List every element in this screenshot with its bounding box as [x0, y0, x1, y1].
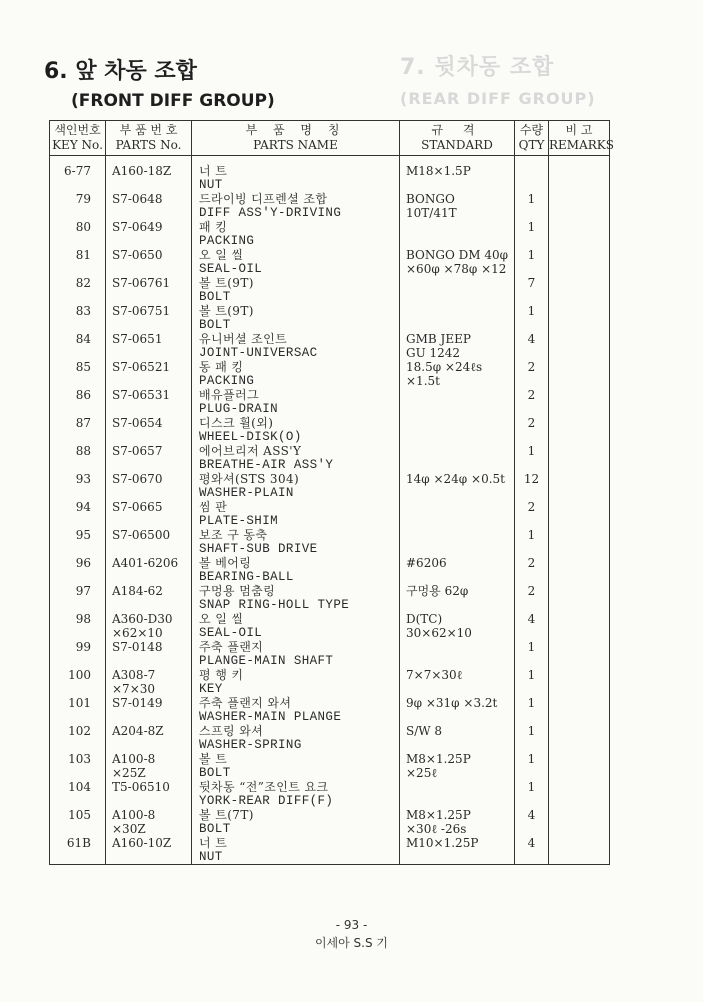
header-qty: 수량 QTY [515, 121, 549, 156]
remarks-cell [549, 668, 610, 696]
parts-no-cell: S7-0648 [106, 192, 192, 220]
standard-cell: GMB JEEP GU 1242 [400, 332, 515, 360]
qty-cell: 2 [515, 388, 549, 416]
remarks-cell [549, 500, 610, 528]
parts-name-cell: 볼 트(7T) BOLT [192, 808, 400, 836]
remarks-cell [549, 416, 610, 444]
key-no-cell: 87 [50, 416, 106, 444]
qty-cell: 1 [515, 780, 549, 808]
standard-cell [400, 416, 515, 444]
parts-no-cell: A204-8Z [106, 724, 192, 752]
remarks-cell [549, 248, 610, 276]
key-no-cell: 84 [50, 332, 106, 360]
table-header-row [50, 121, 610, 156]
key-no-cell: 95 [50, 528, 106, 556]
parts-name-cell: 동 패 킹 PACKING [192, 360, 400, 388]
parts-name-cell: 너 트 NUT [192, 836, 400, 865]
parts-name-cell: 평와셔(STS 304) WASHER-PLAIN [192, 472, 400, 500]
parts-no-cell: S7-0654 [106, 416, 192, 444]
remarks-cell [549, 724, 610, 752]
parts-table [49, 120, 614, 865]
parts-name-cell: 배유플러그 PLUG-DRAIN [192, 388, 400, 416]
qty-cell: 7 [515, 276, 549, 304]
standard-cell: M10×1.25P [400, 836, 515, 865]
parts-name-cell: 볼 트(9T) BOLT [192, 276, 400, 304]
table-row [50, 640, 610, 668]
qty-cell: 1 [515, 304, 549, 332]
table-row [50, 388, 610, 416]
parts-name-cell: 오 일 씰 SEAL-OIL [192, 612, 400, 640]
qty-cell: 1 [515, 724, 549, 752]
section-title [44, 54, 275, 111]
key-no-cell: 61B [50, 836, 106, 865]
qty-cell: 2 [515, 556, 549, 584]
table-row [50, 332, 610, 360]
header-standard: 규 격 STANDARD [400, 121, 515, 156]
standard-cell: M18×1.5P [400, 156, 515, 193]
qty-cell: 1 [515, 752, 549, 780]
parts-no-cell: T5-06510 [106, 780, 192, 808]
parts-name-cell: 구멍용 멈춤링 SNAP RING-HOLL TYPE [192, 584, 400, 612]
parts-name-cell: 오 일 씰 SEAL-OIL [192, 248, 400, 276]
table-row [50, 696, 610, 724]
table-row [50, 584, 610, 612]
remarks-cell [549, 780, 610, 808]
table-row [50, 304, 610, 332]
key-no-cell: 97 [50, 584, 106, 612]
parts-no-cell: A100-8 ×30Z [106, 808, 192, 836]
remarks-cell [549, 556, 610, 584]
standard-cell: BONGO 10T/41T [400, 192, 515, 220]
standard-cell [400, 500, 515, 528]
key-no-cell: 86 [50, 388, 106, 416]
table-row [50, 808, 610, 836]
qty-cell: 2 [515, 416, 549, 444]
remarks-cell [549, 360, 610, 388]
standard-cell [400, 220, 515, 248]
table-row [50, 836, 610, 865]
standard-cell [400, 640, 515, 668]
standard-cell [400, 444, 515, 472]
parts-no-cell: S7-06761 [106, 276, 192, 304]
remarks-cell [549, 752, 610, 780]
remarks-cell [549, 472, 610, 500]
qty-cell: 1 [515, 444, 549, 472]
parts-name-cell: 너 트 NUT [192, 156, 400, 193]
remarks-cell [549, 192, 610, 220]
key-no-cell: 94 [50, 500, 106, 528]
table-row [50, 360, 610, 388]
header-remarks: 비 고 REMARKS [549, 121, 610, 156]
standard-cell [400, 528, 515, 556]
key-no-cell: 104 [50, 780, 106, 808]
standard-cell: BONGO DM 40φ ×60φ ×78φ ×12 [400, 248, 515, 276]
remarks-cell [549, 528, 610, 556]
section-title-korean: 6. 앞 차동 조합 [44, 59, 197, 84]
table-row [50, 276, 610, 304]
qty-cell: 12 [515, 472, 549, 500]
qty-cell: 2 [515, 500, 549, 528]
parts-no-cell: A100-8 ×25Z [106, 752, 192, 780]
parts-no-cell: S7-0670 [106, 472, 192, 500]
parts-no-cell: S7-0665 [106, 500, 192, 528]
header-key: 색인번호 KEY No. [50, 121, 106, 156]
parts-name-cell: 평 행 키 KEY [192, 668, 400, 696]
parts-name-cell: 드라이빙 디프렌셜 조합 DIFF ASS'Y-DRIVING [192, 192, 400, 220]
qty-cell: 4 [515, 332, 549, 360]
standard-cell: 7×7×30ℓ [400, 668, 515, 696]
table-row [50, 472, 610, 500]
parts-name-cell: 주축 플랜지 PLANGE-MAIN SHAFT [192, 640, 400, 668]
standard-cell [400, 304, 515, 332]
key-no-cell: 96 [50, 556, 106, 584]
parts-no-cell: A401-6206 [106, 556, 192, 584]
qty-cell: 4 [515, 836, 549, 865]
remarks-cell [549, 612, 610, 640]
qty-cell: 4 [515, 808, 549, 836]
header-parts-name: 부 품 명 칭 PARTS NAME [192, 121, 400, 156]
key-no-cell: 80 [50, 220, 106, 248]
remarks-cell [549, 696, 610, 724]
parts-no-cell: S7-0149 [106, 696, 192, 724]
parts-name-cell: 스프링 와셔 WASHER-SPRING [192, 724, 400, 752]
key-no-cell: 6-77 [50, 156, 106, 193]
parts-no-cell: S7-0148 [106, 640, 192, 668]
key-no-cell: 103 [50, 752, 106, 780]
qty-cell: 1 [515, 640, 549, 668]
standard-cell: M8×1.25P ×25ℓ [400, 752, 515, 780]
qty-cell: 1 [515, 220, 549, 248]
parts-no-cell: S7-06521 [106, 360, 192, 388]
key-no-cell: 83 [50, 304, 106, 332]
parts-name-cell: 뒷차동 “전”조인트 요크 YORK-REAR DIFF(F) [192, 780, 400, 808]
standard-cell: D(TC) 30×62×10 [400, 612, 515, 640]
standard-cell [400, 276, 515, 304]
parts-name-cell: 보조 구 동축 SHAFT-SUB DRIVE [192, 528, 400, 556]
parts-name-cell: 에어브리저 ASS'Y BREATHE-AIR ASS'Y [192, 444, 400, 472]
qty-cell: 1 [515, 248, 549, 276]
table-row [50, 752, 610, 780]
table-row [50, 612, 610, 640]
table-row [50, 192, 610, 220]
parts-name-cell: 디스크 휠(외) WHEEL-DISK(O) [192, 416, 400, 444]
qty-cell: 2 [515, 584, 549, 612]
remarks-cell [549, 444, 610, 472]
standard-cell [400, 780, 515, 808]
key-no-cell: 93 [50, 472, 106, 500]
parts-no-cell: A160-18Z [106, 156, 192, 193]
key-no-cell: 100 [50, 668, 106, 696]
standard-cell: 14φ ×24φ ×0.5t [400, 472, 515, 500]
table-row [50, 668, 610, 696]
parts-name-cell: 볼 베어링 BEARING-BALL [192, 556, 400, 584]
parts-name-cell: 유니버셜 조인트 JOINT-UNIVERSAC [192, 332, 400, 360]
standard-cell: 9φ ×31φ ×3.2t [400, 696, 515, 724]
key-no-cell: 85 [50, 360, 106, 388]
parts-no-cell: S7-06500 [106, 528, 192, 556]
parts-name-cell: 볼 트 BOLT [192, 752, 400, 780]
key-no-cell: 99 [50, 640, 106, 668]
standard-cell: #6206 [400, 556, 515, 584]
key-no-cell: 102 [50, 724, 106, 752]
qty-cell: 4 [515, 612, 549, 640]
parts-no-cell: A360-D30 ×62×10 [106, 612, 192, 640]
qty-cell: 1 [515, 696, 549, 724]
remarks-cell [549, 640, 610, 668]
qty-cell [515, 156, 549, 193]
parts-no-cell: S7-0649 [106, 220, 192, 248]
key-no-cell: 88 [50, 444, 106, 472]
key-no-cell: 79 [50, 192, 106, 220]
standard-cell: M8×1.25P ×30ℓ -26s [400, 808, 515, 836]
key-no-cell: 98 [50, 612, 106, 640]
parts-no-cell: S7-0650 [106, 248, 192, 276]
table-row [50, 248, 610, 276]
qty-cell: 1 [515, 192, 549, 220]
parts-no-cell: A160-10Z [106, 836, 192, 865]
table-row [50, 500, 610, 528]
remarks-cell [549, 304, 610, 332]
page-number: - 93 - [335, 918, 368, 932]
table-row [50, 416, 610, 444]
key-no-cell: 105 [50, 808, 106, 836]
remarks-cell [549, 220, 610, 248]
remarks-cell [549, 388, 610, 416]
table-row [50, 444, 610, 472]
bleed-through-title: 7. 뒷차동 조합 [400, 55, 555, 80]
parts-name-cell: 볼 트(9T) BOLT [192, 304, 400, 332]
table-row [50, 220, 610, 248]
qty-cell: 2 [515, 360, 549, 388]
remarks-cell [549, 156, 610, 193]
table-row [50, 156, 610, 193]
parts-no-cell: S7-06751 [106, 304, 192, 332]
header-parts-no: 부 품 번 호 PARTS No. [106, 121, 192, 156]
remarks-cell [549, 584, 610, 612]
parts-no-cell: A184-62 [106, 584, 192, 612]
table-row [50, 780, 610, 808]
key-no-cell: 101 [50, 696, 106, 724]
parts-name-cell: 씸 판 PLATE-SHIM [192, 500, 400, 528]
parts-no-cell: S7-06531 [106, 388, 192, 416]
publisher-name: 이세아 S.S 기 [314, 936, 389, 950]
parts-name-cell: 패 킹 PACKING [192, 220, 400, 248]
remarks-cell [549, 808, 610, 836]
remarks-cell [549, 276, 610, 304]
qty-cell: 1 [515, 668, 549, 696]
bleed-through-subtitle: (REAR DIFF GROUP) [400, 89, 596, 108]
key-no-cell: 82 [50, 276, 106, 304]
parts-no-cell: S7-0651 [106, 332, 192, 360]
parts-no-cell: S7-0657 [106, 444, 192, 472]
remarks-cell [549, 836, 610, 865]
bleed-through-heading [400, 50, 596, 108]
parts-name-cell: 주축 플랜지 와셔 WASHER-MAIN PLANGE [192, 696, 400, 724]
parts-no-cell: A308-7 ×7×30 [106, 668, 192, 696]
table-row [50, 528, 610, 556]
qty-cell: 1 [515, 528, 549, 556]
remarks-cell [549, 332, 610, 360]
standard-cell: S/W 8 [400, 724, 515, 752]
standard-cell: 구멍용 62φ [400, 584, 515, 612]
standard-cell: 18.5φ ×24ℓs ×1.5t [400, 360, 515, 388]
section-title-english: (FRONT DIFF GROUP) [71, 91, 275, 111]
key-no-cell: 81 [50, 248, 106, 276]
standard-cell [400, 388, 515, 416]
table-row [50, 556, 610, 584]
table-row [50, 724, 610, 752]
